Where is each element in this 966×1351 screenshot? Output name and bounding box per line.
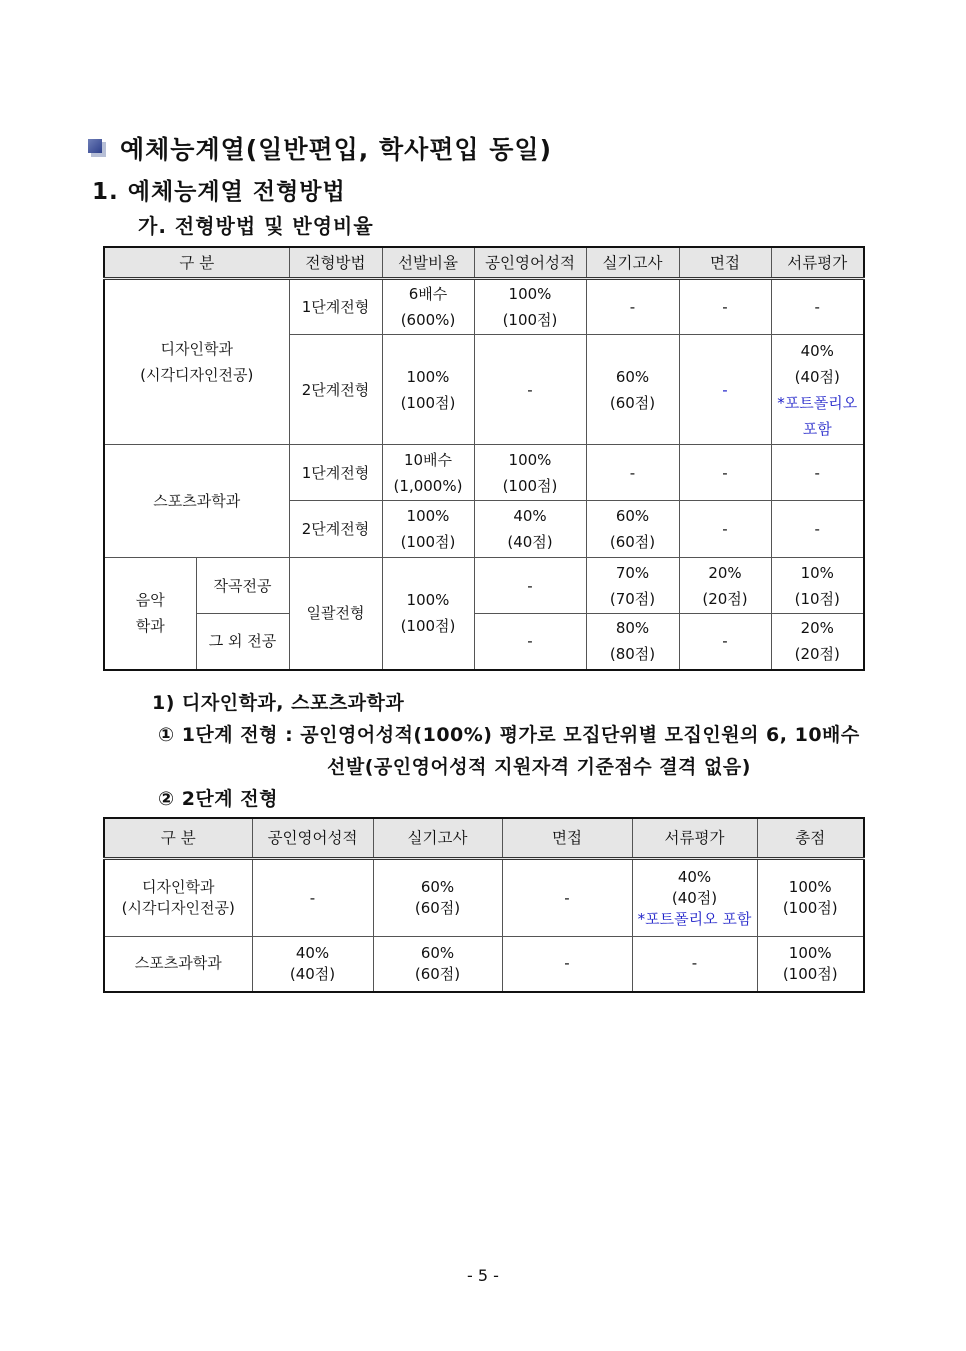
stage1-label: ① 1단계 전형 : <box>158 724 294 746</box>
document-cell: - <box>771 279 864 335</box>
interview-cell: - <box>679 335 771 445</box>
document-cell: 20% (20점) <box>771 614 864 670</box>
interview-cell: - <box>502 859 632 937</box>
english-cell: 40% (40점) <box>474 501 586 558</box>
document-cell: - <box>632 937 757 992</box>
dept-name-2: 학과 <box>135 617 165 636</box>
table-row <box>104 558 864 614</box>
header-method: 전형방법 <box>289 247 382 279</box>
method-cell: 일괄전형 <box>289 558 382 670</box>
interview-cell: 20% (20점) <box>679 558 771 614</box>
method-cell: 2단계전형 <box>289 335 382 445</box>
dept-design: 디자인학과 (시각디자인전공) <box>104 859 252 937</box>
document-cell: 10% (10점) <box>771 558 864 614</box>
header-interview: 면접 <box>679 247 771 279</box>
english-cell: - <box>474 614 586 670</box>
total-cell: 100% (100점) <box>757 859 864 937</box>
document-cell: - <box>771 501 864 558</box>
practical-cell: - <box>586 279 679 335</box>
header-english: 공인영어성적 <box>252 818 373 859</box>
header-english: 공인영어성적 <box>474 247 586 279</box>
sub-heading: 1. 예체능계열 전형방법 <box>92 179 346 205</box>
english-cell: 100% (100점) <box>474 279 586 335</box>
interview-cell: - <box>502 937 632 992</box>
ratio-cell: 100% (100점) <box>382 335 474 445</box>
interview-cell: - <box>679 614 771 670</box>
main-heading-text: 예체능계열(일반편입, 학사편입 동일) <box>120 135 553 164</box>
document-cell: - <box>771 445 864 501</box>
table-row <box>104 937 864 992</box>
english-cell: - <box>474 335 586 445</box>
english-cell: 100% (100점) <box>474 445 586 501</box>
stage2-label: ② 2단계 전형 <box>158 788 278 810</box>
stage1-desc-cont: 선발(공인영어성적 지원자격 기준점수 결격 없음) <box>327 756 751 778</box>
practical-cell: 70% (70점) <box>586 558 679 614</box>
header-practical: 실기고사 <box>586 247 679 279</box>
ratio-cell: 6배수 (600%) <box>382 279 474 335</box>
major-name: (시각디자인전공) <box>140 366 254 384</box>
practical-cell: - <box>586 445 679 501</box>
header-document: 서류평가 <box>632 818 757 859</box>
stage1-desc: 공인영어성적(100%) 평가로 모집단위별 모집인원의 6, 10배수 <box>300 724 860 746</box>
english-cell: 40% (40점) <box>252 937 373 992</box>
table-row <box>104 279 864 335</box>
header-ratio: 선발비율 <box>382 247 474 279</box>
ratio-cell: 100% (100점) <box>382 558 474 670</box>
page-number: - 5 - <box>467 1266 499 1285</box>
header-total: 총점 <box>757 818 864 859</box>
table-header-row <box>104 247 864 279</box>
section-design-sports: 1) 디자인학과, 스포츠과학과 <box>152 692 405 714</box>
table-row <box>104 859 864 937</box>
dept-sports: 스포츠과학과 <box>104 445 289 558</box>
method-cell: 1단계전형 <box>289 445 382 501</box>
ratio-cell: 100% (100점) <box>382 501 474 558</box>
dept-name: 음악 <box>135 591 165 610</box>
practical-cell: 80% (80점) <box>586 614 679 670</box>
method-cell: 2단계전형 <box>289 501 382 558</box>
stage1-line <box>158 720 860 747</box>
header-interview: 면접 <box>502 818 632 859</box>
header-category: 구 분 <box>104 818 252 859</box>
interview-cell: - <box>679 279 771 335</box>
selection-method-table <box>103 246 865 671</box>
interview-cell: - <box>679 501 771 558</box>
table-row <box>104 614 864 670</box>
stage2-table <box>103 817 865 993</box>
dept-sports: 스포츠과학과 <box>104 937 252 992</box>
practical-cell: 60% (60점) <box>373 859 502 937</box>
header-document: 서류평가 <box>771 247 864 279</box>
method-cell: 1단계전형 <box>289 279 382 335</box>
total-cell: 100% (100점) <box>757 937 864 992</box>
practical-cell: 60% (60점) <box>586 335 679 445</box>
main-heading <box>88 130 552 166</box>
practical-cell: 60% (60점) <box>586 501 679 558</box>
header-practical: 실기고사 <box>373 818 502 859</box>
major-other: 그 외 전공 <box>196 614 289 670</box>
dept-music <box>104 558 196 670</box>
document-cell: 40% (40점) *포트폴리오 포함 <box>771 335 864 445</box>
square-bullet-icon <box>88 139 106 157</box>
english-cell: - <box>474 558 586 614</box>
dept-design <box>104 279 289 445</box>
sub-sub-heading: 가. 전형방법 및 반영비율 <box>138 214 374 238</box>
document-cell: 40% (40점) *포트폴리오 포함 <box>632 859 757 937</box>
major-composition: 작곡전공 <box>196 558 289 614</box>
practical-cell: 60% (60점) <box>373 937 502 992</box>
table-header-row <box>104 818 864 859</box>
table-row <box>104 445 864 501</box>
interview-cell: - <box>679 445 771 501</box>
header-category: 구 분 <box>104 247 289 279</box>
ratio-cell: 10배수 (1,000%) <box>382 445 474 501</box>
dept-name: 디자인학과 <box>160 340 233 358</box>
english-cell: - <box>252 859 373 937</box>
